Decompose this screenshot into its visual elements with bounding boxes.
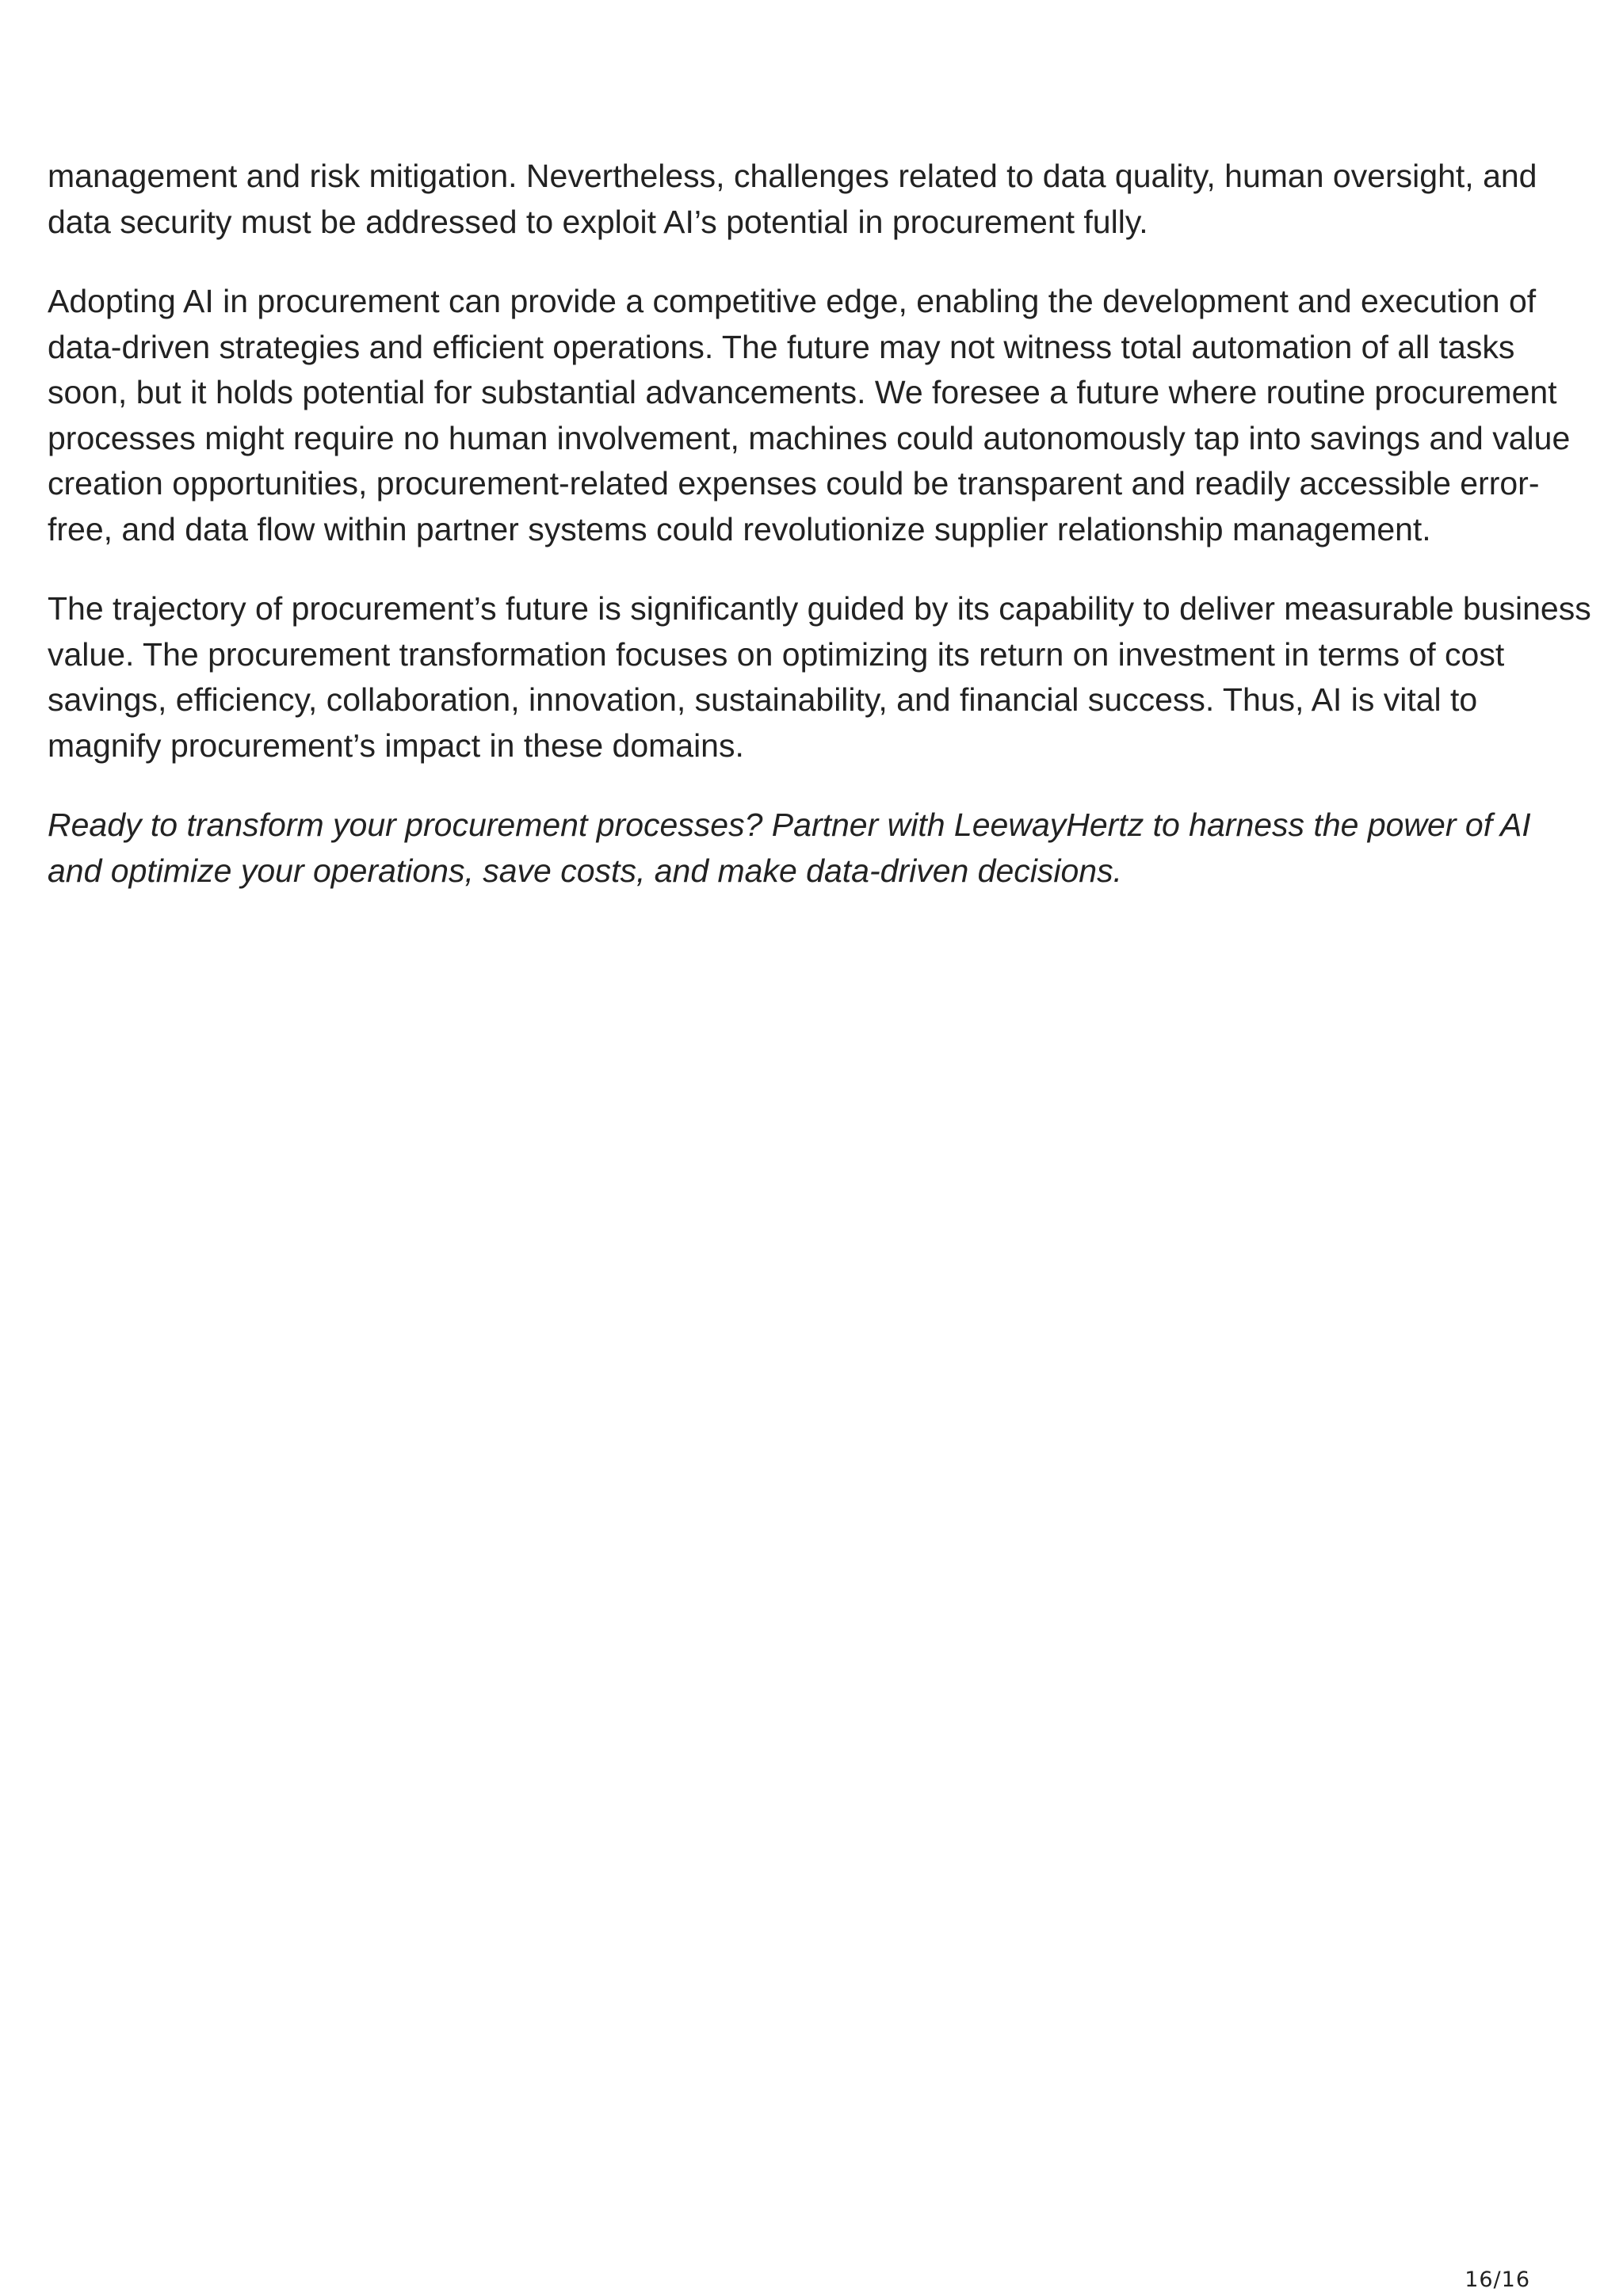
paragraph-trajectory: The trajectory of procurement’s future is significantly guided by its capability to deliver measurable business value. The procurement transformation focuses on optimizing its return on investment in terms of cost savings, efficiency, collaboration, innovation, sustainability, and financial success. Thus, AI is vital to magnify procurement’s impact in these domains. bbox=[48, 590, 1591, 764]
document-body bbox=[48, 154, 1593, 928]
page-number: 16/16 bbox=[1465, 2267, 1530, 2292]
paragraph-adopting-ai: Adopting AI in procurement can provide a competitive edge, enabling the development and execution of data-driven strategies and efficient operations. The future may not witness total automation of all tasks soon, but it holds potential for substantial advancements. We foresee a future where routine procurement processes might require no human involvement, machines could autonomously tap into savings and value creation opportunities, procurement-related expenses could be transparent and readily accessible error-free, and data flow within partner systems could revolutionize supplier relationship management. bbox=[48, 283, 1571, 547]
paragraph-risk-mitigation: management and risk mitigation. Nevertheless, challenges related to data quality, human oversight, and data security must be addressed to exploit AI’s potential in procurement fully. bbox=[48, 158, 1537, 240]
call-to-action: Ready to transform your procurement processes? Partner with LeewayHertz to harness the power of AI and optimize your operations, save costs, and make data-driven decisions. bbox=[48, 807, 1531, 889]
